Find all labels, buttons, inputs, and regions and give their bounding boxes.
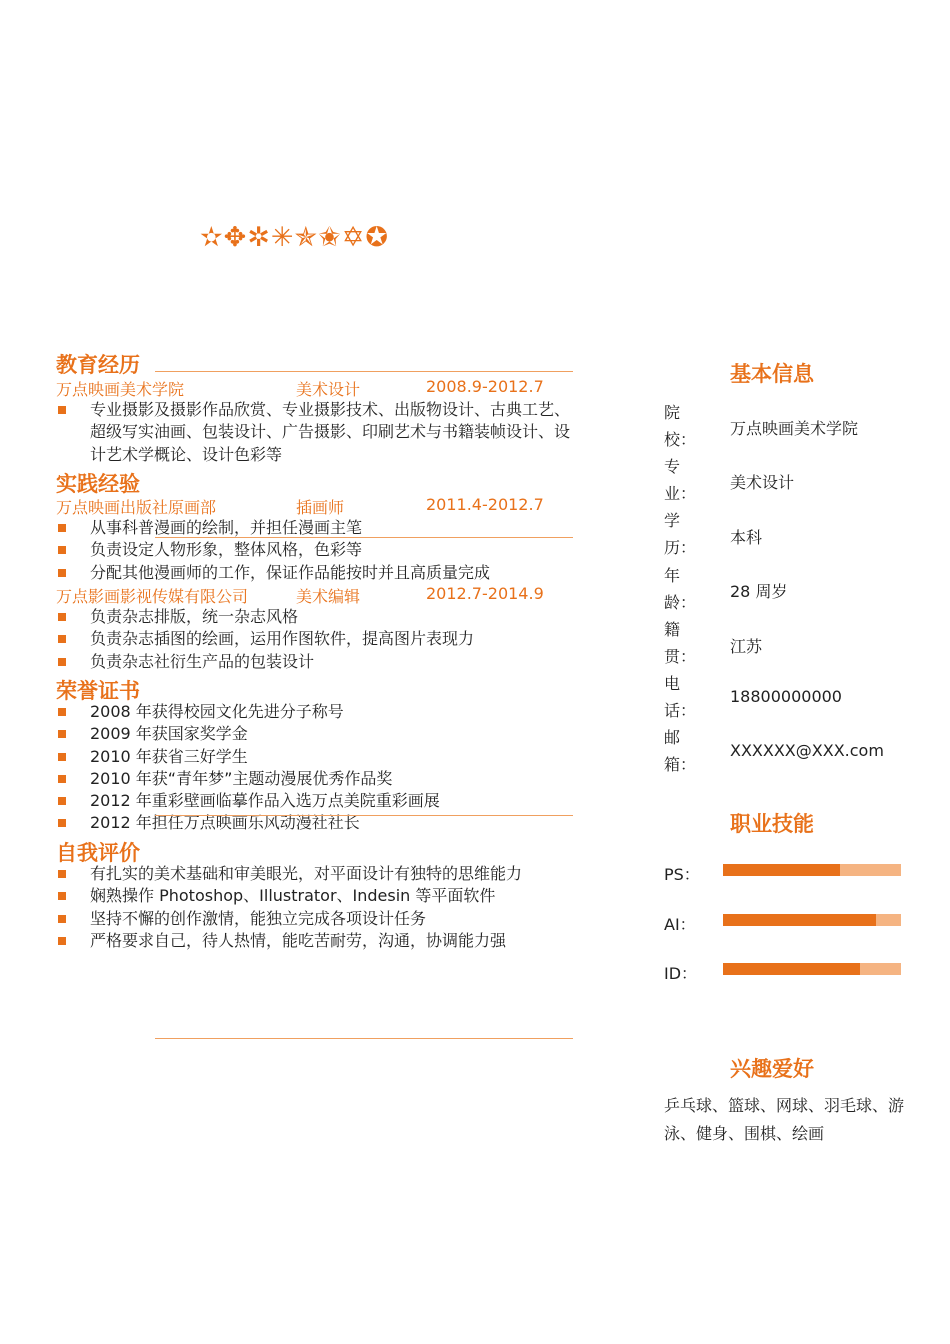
value-degree: 本科 <box>730 528 763 547</box>
label-degree: 学历： <box>664 511 697 557</box>
bullet-square-icon <box>58 546 66 554</box>
honors-title: 荣誉证书 <box>56 679 140 703</box>
list-item: 2010 年获省三好学生 <box>56 746 576 768</box>
education-course-list <box>56 399 576 466</box>
bullet-square-icon <box>58 569 66 577</box>
skill-ai-fill <box>723 914 876 926</box>
list-item: 负责杂志插图的绘画，运用作图软件，提高图片表现力 <box>56 628 576 650</box>
list-item: 2010 年获“青年梦”主题动漫展优秀作品奖 <box>56 768 576 790</box>
value-email: XXXXXX@XXX.com <box>730 741 884 760</box>
value-hometown: 江苏 <box>730 637 763 656</box>
list-item: 坚持不懈的创作激情，能独立完成各项设计任务 <box>56 908 576 930</box>
list-item: 专业摄影及摄影作品欣赏、专业摄影技术、出版物设计、古典工艺、超级写实油画、包装设计、广告摄影、印刷艺术与书籍装帧设计、设计艺术学概论、设计色彩等 <box>56 399 576 466</box>
list-item: 2008 年获得校园文化先进分子称号 <box>56 701 576 723</box>
bullet-square-icon <box>58 613 66 621</box>
education-school: 万点映画美术学院 <box>56 380 185 399</box>
honors-divider <box>155 815 573 816</box>
list-item: 2012 年重彩壁画临摹作品入选万点美院重彩画展 <box>56 790 576 812</box>
bullet-square-icon <box>58 937 66 945</box>
list-item: 有扎实的美术基础和审美眼光，对平面设计有独特的思维能力 <box>56 863 576 885</box>
job-1-role: 插画师 <box>296 498 345 517</box>
skill-ps-fill <box>723 864 840 876</box>
list-item: 2012 年担任万点映画乐风动漫社社长 <box>56 812 576 834</box>
bullet-square-icon <box>58 635 66 643</box>
self-eval-list <box>56 863 576 952</box>
skill-ps-label: PS： <box>664 865 700 884</box>
bullet-square-icon <box>58 819 66 827</box>
job-2-role: 美术编辑 <box>296 587 361 606</box>
list-item: 负责杂志社衍生产品的包装设计 <box>56 651 576 673</box>
value-school: 万点映画美术学院 <box>730 419 859 438</box>
education-period: 2008.9-2012.7 <box>426 377 544 396</box>
education-title: 教育经历 <box>56 353 140 377</box>
bullet-square-icon <box>58 797 66 805</box>
bullet-square-icon <box>58 406 66 414</box>
bullet-square-icon <box>58 524 66 532</box>
label-school: 院校： <box>664 403 697 449</box>
bullet-square-icon <box>58 892 66 900</box>
footer-divider <box>155 1038 573 1039</box>
practice-divider <box>155 537 573 538</box>
bullet-square-icon <box>58 753 66 761</box>
list-item: 娴熟操作 Photoshop、Illustrator、Indesin 等平面软件 <box>56 885 576 907</box>
skills-title: 职业技能 <box>730 812 814 836</box>
job-2-period: 2012.7-2014.9 <box>426 584 544 603</box>
bullet-square-icon <box>58 708 66 716</box>
list-item: 2009 年获国家奖学金 <box>56 723 576 745</box>
job-2-company: 万点影画影视传媒有限公司 <box>56 587 249 606</box>
self-eval-title: 自我评价 <box>56 841 140 865</box>
practice-title: 实践经验 <box>56 472 140 496</box>
job-1-duties <box>56 517 576 584</box>
job-1-company: 万点映画出版社原画部 <box>56 498 217 517</box>
list-item: 负责杂志排版，统一杂志风格 <box>56 606 576 628</box>
skill-ps-bar <box>723 864 901 876</box>
basic-info-title: 基本信息 <box>730 362 814 386</box>
education-major: 美术设计 <box>296 380 361 399</box>
label-hometown: 籍贯： <box>664 620 697 666</box>
value-phone: 18800000000 <box>730 687 842 706</box>
value-major: 美术设计 <box>730 473 795 492</box>
list-item: 从事科普漫画的绘制，并担任漫画主笔 <box>56 517 576 539</box>
bullet-square-icon <box>58 775 66 783</box>
job-1-period: 2011.4-2012.7 <box>426 495 544 514</box>
decorative-stars: ✫✥✲✳✯✬✡✪ <box>200 222 389 253</box>
label-age: 年龄： <box>664 566 697 612</box>
label-major: 专业： <box>664 457 697 503</box>
job-2-duties <box>56 606 576 673</box>
education-divider <box>155 371 573 372</box>
hobbies-title: 兴趣爱好 <box>730 1057 814 1081</box>
label-phone: 电话： <box>664 674 697 720</box>
skill-ai-bar <box>723 914 901 926</box>
skill-id-bar <box>723 963 901 975</box>
list-item: 严格要求自己，待人热情，能吃苦耐劳，沟通，协调能力强 <box>56 930 576 952</box>
bullet-square-icon <box>58 658 66 666</box>
bullet-square-icon <box>58 915 66 923</box>
list-item: 分配其他漫画师的工作，保证作品能按时并且高质量完成 <box>56 562 576 584</box>
list-item: 负责设定人物形象，整体风格，色彩等 <box>56 539 576 561</box>
label-email: 邮箱： <box>664 728 697 774</box>
bullet-square-icon <box>58 730 66 738</box>
skill-ai-label: AI： <box>664 915 696 934</box>
value-age: 28 周岁 <box>730 582 788 601</box>
skill-id-fill <box>723 963 860 975</box>
hobbies-text: 乒乓球、篮球、网球、羽毛球、游泳、健身、围棋、绘画 <box>664 1096 905 1143</box>
skill-id-label: ID： <box>664 964 698 983</box>
bullet-square-icon <box>58 870 66 878</box>
